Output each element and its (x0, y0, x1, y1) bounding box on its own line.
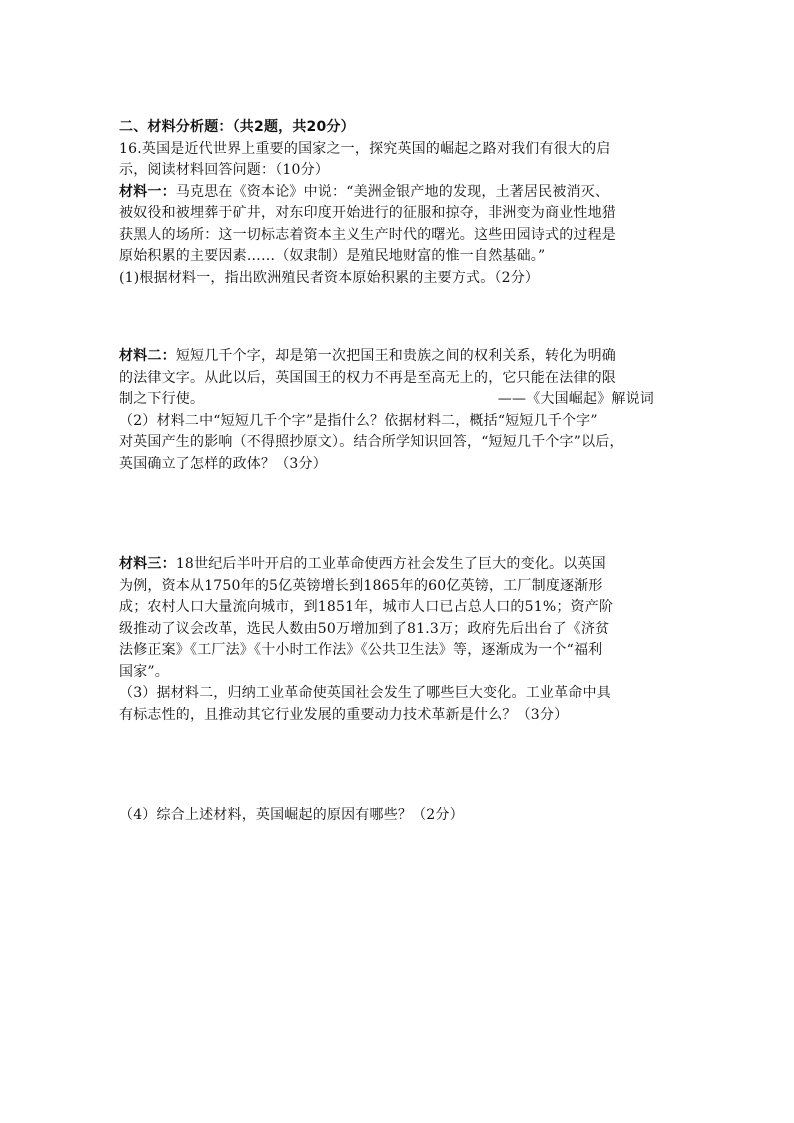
material-3-line-3: 成；农村人口大量流向城市，到1851年，城市人口已占总人口的51%；资产阶 (119, 599, 614, 615)
sub-question-2-line-3: 英国确立了怎样的政体？（3分） (119, 455, 327, 472)
material-2-line-1 (119, 346, 679, 368)
section-heading: 二、材料分析题：（共2题，共20分） (119, 119, 355, 135)
material-3-line-2: 为例，资本从1750年的5亿英镑增长到1865年的60亿英镑，工厂制度逐渐形 (119, 577, 603, 594)
material-3-label: 材料三： (119, 556, 176, 572)
sub-question-3-line-2: 有标志性的，且推动其它行业发展的重要动力技术革新是什么？（3分） (119, 706, 569, 723)
question-16-intro-line-1: 16.英国是近代世界上重要的国家之一，探究英国的崛起之路对我们有很大的启 (119, 140, 611, 157)
sub-question-3-line-1: （3）据材料二，归纳工业革命使英国社会发生了哪些巨大变化。工业革命中具 (119, 685, 611, 701)
material-3-line-6: 国家”。 (119, 663, 169, 680)
sub-question-2-line-2: 对英国产生的影响（不得照抄原文）。结合所学知识回答，“短短几千个字”以后， (119, 434, 624, 450)
material-1-text-1: 马克思在《资本论》中说：“美洲金银产地的发现，土著居民被消灭、 (175, 183, 610, 200)
material-3-line-5: 法修正案》《工厂法》《十小时工作法》《公共卫生法》等，逐渐成为一个“福利 (119, 642, 603, 658)
material-3-line-1 (119, 554, 679, 576)
sub-question-4: （4）综合上述材料，英国崛起的原因有哪些？（2分） (119, 807, 464, 823)
sub-question-1: (1)根据材料一，指出欧洲殖民者资本原始积累的主要方式。（2分） (119, 269, 540, 286)
material-2-source: ——《大国崛起》解说词 (497, 391, 654, 407)
material-2-text-1: 短短几千个字，却是第一次把国王和贵族之间的权利关系，转化为明确 (175, 348, 617, 364)
material-1-line-4: 原始积累的主要因素……（奴隶制）是殖民地财富的惟一自然基础。” (119, 248, 546, 264)
document-page (119, 117, 679, 827)
sub-question-2-line-1: （2）材料二中“短短几千个字”是指什么？依据材料二，概括“短短几千个字” (119, 412, 598, 429)
material-1-label: 材料一： (119, 183, 176, 200)
material-3-text-1: 18世纪后半叶开启的工业革命使西方社会发生了巨大的变化。以英国 (175, 556, 606, 572)
material-2-label: 材料二： (119, 348, 176, 364)
material-2-line-3: 制之下行使。 (119, 391, 205, 407)
material-1-line-3: 获黑人的场所：这一切标志着资本主义生产时代的曙光。这些田园诗式的过程是 (119, 226, 616, 243)
material-1-line-2: 被奴役和被埋葬于矿井，对东印度开始进行的征服和掠夺，非洲变为商业性地猎 (119, 205, 616, 221)
question-16-intro-line-2: 示，阅读材料回答问题：（10分） (119, 162, 330, 178)
material-1-line-1 (119, 182, 679, 204)
material-3-line-4: 级推动了议会改革，选民人数由50万增加到了81.3万；政府先后出台了《济贫 (119, 620, 610, 637)
material-2-line-2: 的法律文字。从此以后，英国国王的权力不再是至高无上的，它只能在法律的限 (119, 369, 616, 386)
